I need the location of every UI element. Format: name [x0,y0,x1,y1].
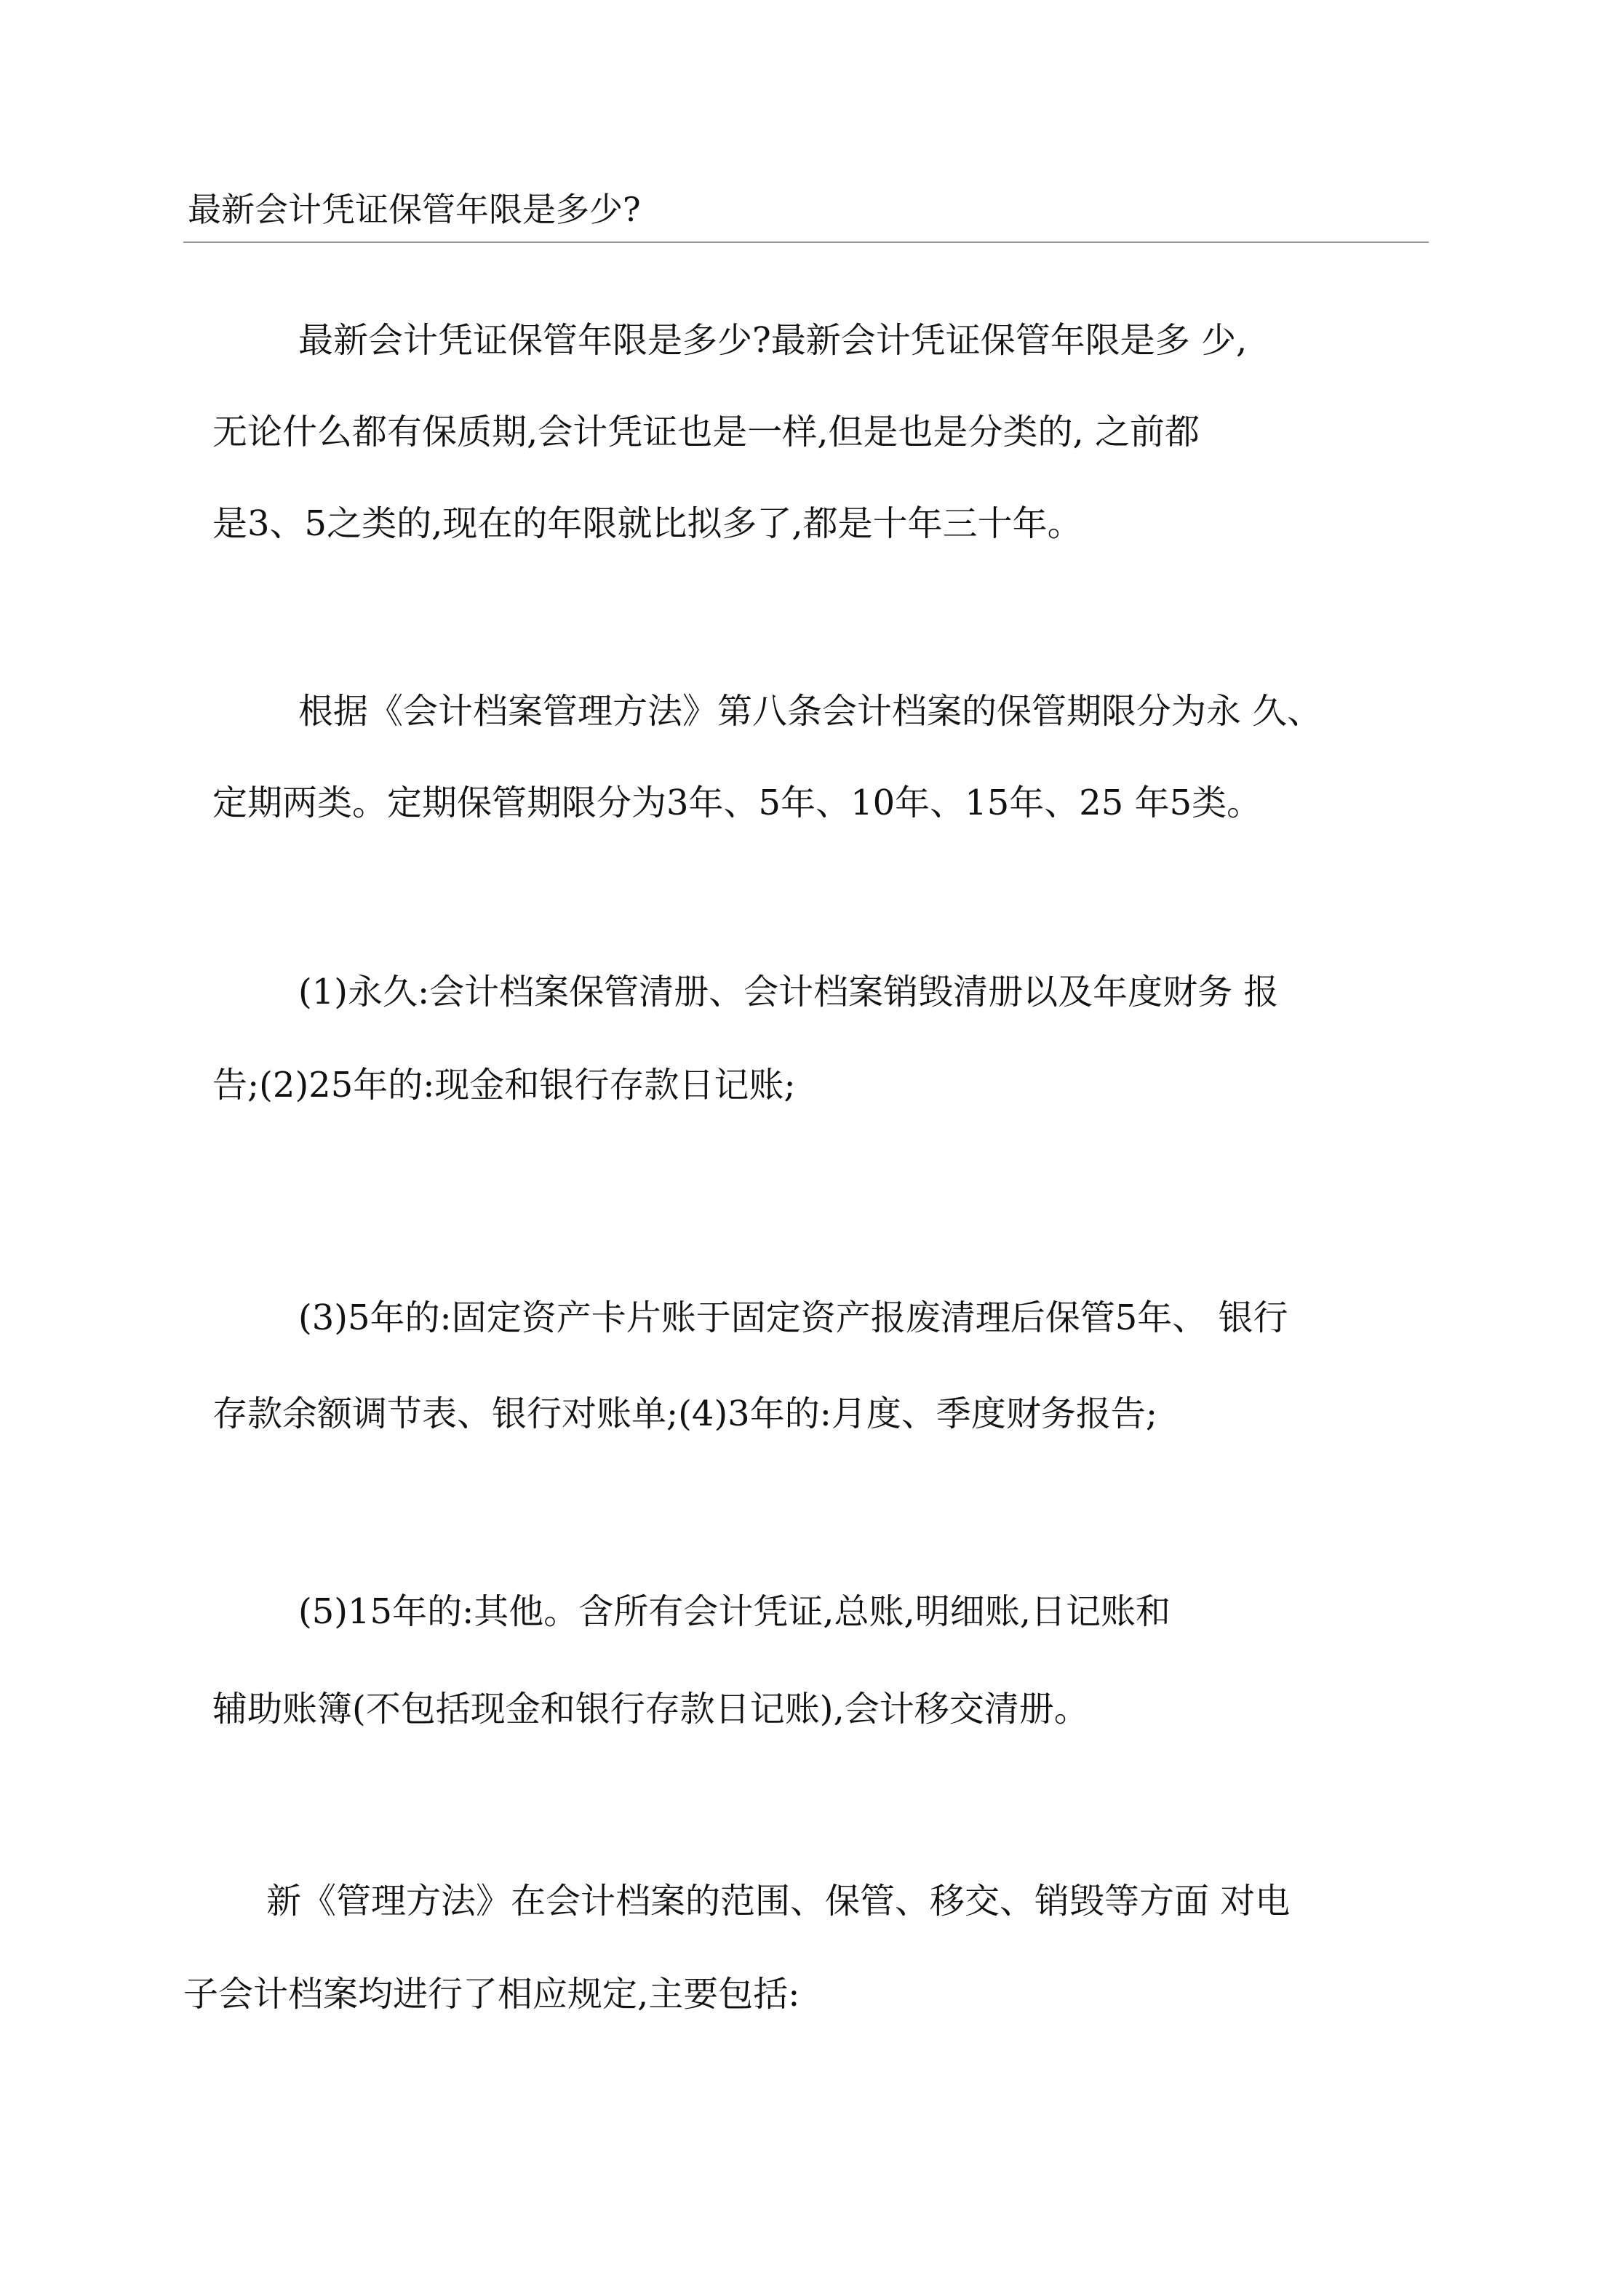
paragraph-line: 辅助账簿(不包括现金和银行存款日记账),会计移交清册。 [212,1689,1089,1729]
paragraph-line: 是3、5之类的,现在的年限就比拟多了,都是十年三十年。 [212,503,1082,544]
paragraph-line: 新《管理方法》在会计档案的范围、保管、移交、销毁等方面 对电 [266,1881,1291,1921]
paragraph-line: 存款余额调节表、银行对账单;(4)3年的:月度、季度财务报告; [212,1393,1158,1434]
paragraph-line: (3)5年的:固定资产卡片账于固定资产报废清理后保管5年、 银行 [298,1297,1288,1338]
paragraph-line: (1)永久:会计档案保管清册、会计档案销毁清册以及年度财务 报 [298,972,1279,1012]
paragraph-line: 告;(2)25年的:现金和银行存款日记账; [212,1065,796,1105]
page-header [183,183,1429,243]
paragraph-line: (5)15年的:其他。含所有会计凭证,总账,明细账,日记账和 [298,1591,1171,1632]
paragraph-line: 无论什么都有保质期,会计凭证也是一样,但是也是分类的, 之前都 [212,412,1200,452]
paragraph-line: 子会计档案均进行了相应规定,主要包括: [183,1974,800,2015]
document-title: 最新会计凭证保管年限是多少? [188,190,641,229]
paragraph-line: 根据《会计档案管理方法》第八条会计档案的保管期限分为永 久、 [298,691,1323,732]
paragraph-line: 最新会计凭证保管年限是多少?最新会计凭证保管年限是多 少, [298,320,1248,361]
paragraph-line: 定期两类。定期保管期限分为3年、5年、10年、15年、25 年5类。 [212,783,1262,823]
